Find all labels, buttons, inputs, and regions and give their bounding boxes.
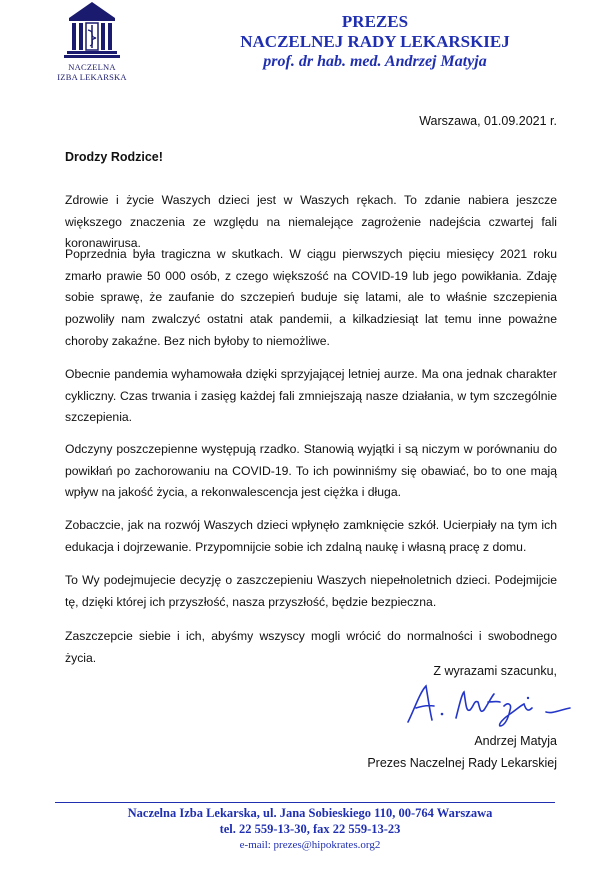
footer-phone: tel. 22 559-13-30, fax 22 559-13-23 — [219, 822, 401, 836]
logo-text-line1: NACZELNA — [68, 62, 116, 72]
paragraph-6: To Wy podejmujecie decyzję o zaszczepieniu Waszych niepełnoletnich dzieci. Podejmijcie tę, dzięki której ich przyszłość, nasza przyszłość, będzie bezpieczna. — [65, 573, 557, 609]
letter-date: Warszawa, 01.09.2021 r. — [419, 114, 557, 128]
letterhead-title: PREZES — [341, 12, 409, 31]
footer-address: Naczelna Izba Lekarska, ul. Jana Sobieskiego 110, 00-764 Warszawa — [127, 806, 493, 820]
letterhead — [180, 12, 570, 72]
handwritten-signature — [400, 680, 580, 730]
letterhead-subtitle: NACZELNEJ RADY LEKARSKIEJ — [240, 32, 510, 51]
signatory-name: Andrzej Matyja — [474, 734, 557, 748]
logo-text-line2: IZBA LEKARSKA — [57, 72, 127, 82]
paragraph-2: Poprzednia była tragiczna w skutkach. W ciągu pierwszych pięciu miesięcy 2021 roku zmarło prawie 50 000 osób, z czego większość na COVID-19 lub jego powikłania. Zdaję sobie sprawę, że zaufanie do szczepień buduje się latami, ale to właśnie szczepienia pozwoliły nam zwalczyć ostatni atak pandemii, a kilkadziesiąt lat temu inne poważne choroby zakaźne. Bez nich byłoby to niemożliwe. — [65, 247, 557, 348]
signatory-title: Prezes Naczelnej Rady Lekarskiej — [367, 756, 557, 770]
footer-email: e-mail: prezes@hipokrates.org2 — [239, 839, 381, 851]
letterhead-name: prof. dr hab. med. Andrzej Matyja — [263, 53, 487, 70]
closing-regards: Z wyrazami szacunku, — [433, 664, 557, 678]
paragraph-1: Zdrowie i życie Waszych dzieci jest w Waszych rękach. To zdanie nabiera jeszcze większego znaczenia ze względu na niemalejące zagrożenie nadejścia czwartej fali koronawirusa. — [65, 193, 557, 251]
footer-divider — [55, 802, 555, 803]
letter-greeting: Drodzy Rodzice! — [65, 150, 163, 164]
paragraph-7: Zaszczepcie siebie i ich, abyśmy wszyscy mogli wrócić do normalności i swobodnego życia. — [65, 629, 557, 665]
paragraph-5: Zobaczcie, jak na rozwój Waszych dzieci wpłynęło zamknięcie szkół. Ucierpiały na tym ich edukacja i dojrzewanie. Przypomnijcie sobie ich zdalną naukę i własną pracę z domu. — [65, 518, 557, 554]
paragraph-3: Obecnie pandemia wyhamowała dzięki sprzyjającej letniej aurze. Ma ona jednak charakter cykliczny. Czas trwania i zasięg każdej fali zmniejszają nasze działania, w tym szczególnie szczepienia. — [65, 367, 557, 425]
paragraph-4: Odczyny poszczepienne występują rzadko. Stanowią wyjątki i są niczym w porównaniu do powikłań po zachorowaniu na COVID-19. To ich powinniśmy się obawiać, bo to one mają wpływ na jakość życia, a rekonwalescencja jest ciężka i długa. — [65, 442, 557, 500]
